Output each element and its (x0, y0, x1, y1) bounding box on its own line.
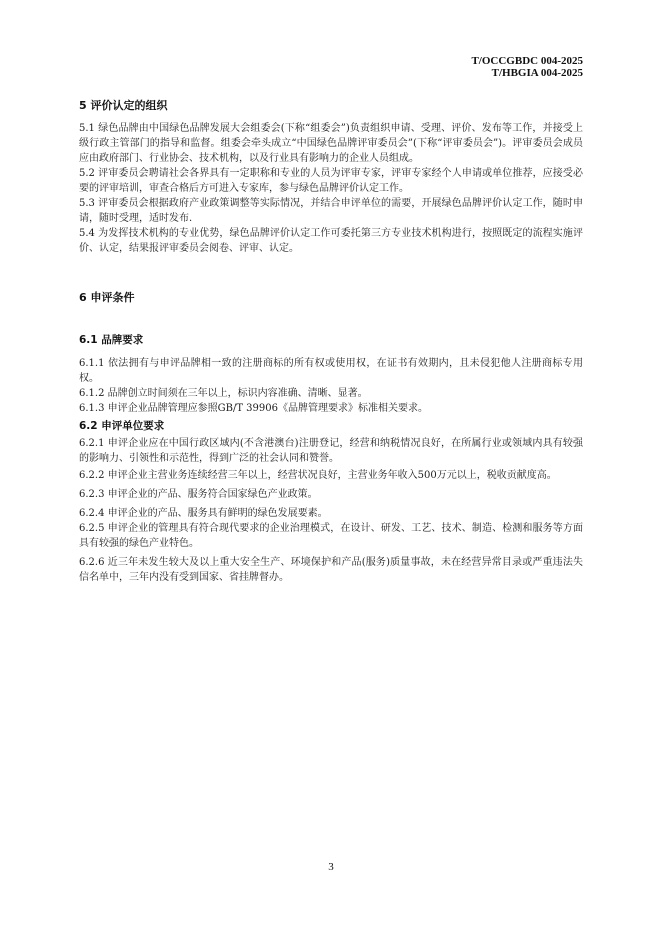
clause-6-2-5: 6.2.5 申评企业的管理具有符合现代要求的企业治理模式，在设计、研发、工艺、技术、制造、检测和服务等方面具有较强的绿色产业特色。 (79, 523, 583, 549)
section-6-1-heading: 6.1 品牌要求 (79, 334, 144, 346)
clause-6-2-4: 6.2.4 申评企业的产品、服务具有鲜明的绿色发展要素。 (79, 508, 328, 519)
clause-5-4: 5.4 为发挥技术机构的专业优势，绿色品牌评价认定工作可委托第三方专业技术机构进行，按照既定的流程实施评价、认定，结果报评审委员会阅卷、评审、认定。 (79, 228, 583, 254)
clause-5-1: 5.1 绿色品牌由中国绿色品牌发展大会组委会(下称“组委会”)负责组织申请、受理、评价、发布等工作，并接受上级行政主管部门的指导和监督。组委会牵头成立“中国绿色品牌评审委员会”(下称“评审委员会”)。评审委员会成员应由政府部门、行业协会、技术机构，以及行业具有影响力的企业人员组成。 (79, 123, 583, 164)
clause-6-1-2: 6.1.2 品牌创立时间须在三年以上，标识内容准确、清晰、显著。 (79, 388, 368, 399)
clause-5-2: 5.2 评审委员会聘请社会各界具有一定职称和专业的人员为评审专家，评审专家经个人申请或单位推荐，应接受必要的评审培训，审查合格后方可进入专家库，参与绿色品牌评价认定工作。 (79, 168, 583, 194)
standard-code-2: T/HBGIA 004-2025 (491, 67, 583, 79)
section-5-heading: 5 评价认定的组织 (79, 99, 168, 112)
standard-code-1: T/OCCGBDC 004-2025 (471, 55, 583, 67)
page-number: 3 (328, 861, 334, 873)
clause-6-1-1: 6.1.1 依法拥有与申评品牌相一致的注册商标的所有权或使用权，在证书有效期内，且未侵犯他人注册商标专用权。 (79, 358, 583, 384)
clause-6-2-3: 6.2.3 申评企业的产品、服务符合国家绿色产业政策。 (79, 489, 318, 500)
section-6-2-heading: 6.2 申评单位要求 (79, 420, 165, 432)
standard-code-header (471, 55, 583, 79)
clause-6-2-6: 6.2.6 近三年未发生较大及以上重大安全生产、环境保护和产品(服务)质量事故，未在经营异常目录或严重违法失信名单中，三年内没有受到国家、省挂牌督办。 (79, 557, 583, 583)
clause-5-3: 5.3 评审委员会根据政府产业政策调整等实际情况，并结合申评单位的需要，开展绿色品牌评价认定工作，随时申请，随时受理，适时发布. (79, 198, 583, 224)
clause-6-2-2: 6.2.2 申评企业主营业务连续经营三年以上，经营状况良好，主营业务年收入500万元以上，税收贡献度高。 (79, 470, 557, 481)
clause-6-2-1: 6.2.1 申评企业应在中国行政区域内(不含港澳台)注册登记，经营和纳税情况良好，在所属行业或领域内具有较强的影响力、引领性和示范性，得到广泛的社会认同和赞誉。 (79, 438, 583, 464)
section-6-heading: 6 申评条件 (79, 291, 135, 304)
clause-6-1-3: 6.1.3 申评企业品牌管理应参照GB/T 39906《品牌管理要求》标准相关要求。 (79, 403, 428, 414)
page-content (79, 98, 583, 585)
